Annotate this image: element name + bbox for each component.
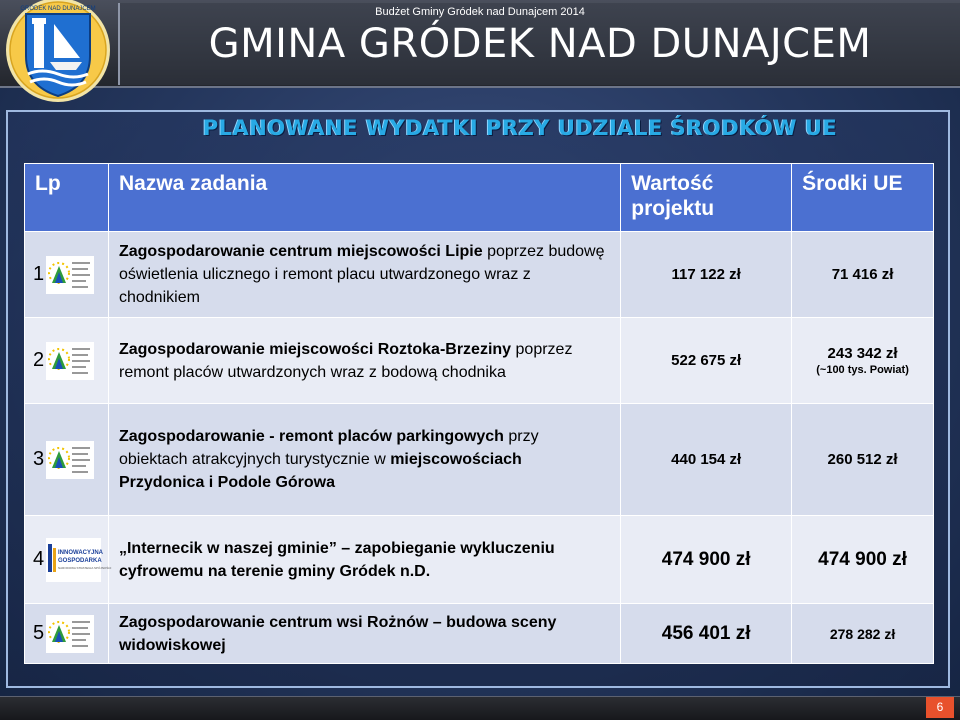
row-eu-funds: 243 342 zł <box>827 345 898 362</box>
table-row <box>25 604 934 664</box>
task-name-bold: Zagospodarowanie centrum wsi Rożnów – budowa sceny widowiskowej <box>118 613 557 654</box>
eu-prow-logo-icon <box>46 615 94 653</box>
table-row <box>25 404 934 516</box>
logo-text: GRÓDEK NAD DUNAJCEM <box>20 6 96 12</box>
row-lp-cell <box>25 318 109 404</box>
row-task-name <box>108 516 620 604</box>
innowacyjna-logo-text-2: GOSPODARKA <box>58 557 102 564</box>
innowacyjna-logo-text-3: NARODOWA STRATEGIA SPÓJNOŚCI <box>58 565 112 570</box>
header-eu-funds: Środki UE <box>792 164 934 232</box>
task-name-mid: przy obiektach atrakcyjnych turystycznie w <box>118 428 539 468</box>
task-name-bold: Zagospodarowanie miejscowości Roztoka-Brzeziny <box>118 340 512 358</box>
row-eu-funds: 278 282 zł <box>792 604 934 664</box>
row-lp-cell <box>25 232 109 318</box>
row-number: 4 <box>33 548 45 570</box>
innowacyjna-gospodarka-logo-icon <box>46 538 112 582</box>
page-title: GMINA GRÓDEK NAD DUNAJCEM <box>208 21 872 67</box>
row-eu-funds-cell <box>792 318 934 404</box>
footer-bar <box>0 696 960 720</box>
innowacyjna-logo-text-1: INNOWACYJNA <box>58 549 104 556</box>
row-eu-funds: 260 512 zł <box>792 404 934 516</box>
row-task-name <box>108 604 620 664</box>
row-eu-note: (~100 tys. Powiat) <box>816 364 909 376</box>
slide-subtitle: PLANOWANE WYDATKI PRZY UDZIALE ŚRODKÓW UE <box>202 116 838 140</box>
row-project-value: 117 122 zł <box>621 232 792 318</box>
task-name-bold: Zagospodarowanie - remont placów parkingowych <box>118 428 504 445</box>
row-task-name <box>108 404 620 516</box>
row-number: 1 <box>33 263 45 285</box>
table-header-row <box>25 164 934 232</box>
task-name-rest: poprzez budowę oświetlenia ulicznego i remont placu utwardzonego wraz z chodnikiem <box>118 243 605 306</box>
header-name: Nazwa zadania <box>108 164 620 232</box>
task-name-rest: poprzez remont placów utwardzonych wraz z bodową chodnika <box>118 340 573 381</box>
eu-prow-logo-icon <box>46 342 94 380</box>
table-row <box>25 318 934 404</box>
expenses-table <box>24 163 934 664</box>
footer-text: Budżet Gminy Gródek nad Dunajcem 2014 <box>375 6 585 18</box>
table-row <box>25 232 934 318</box>
table-row <box>25 516 934 604</box>
task-name-bold: „Internecik w naszej gminie” – zapobieganie wykluczeniu cyfrowemu na terenie gminy Gródek n.D. <box>118 539 555 580</box>
row-lp-cell <box>25 604 109 664</box>
row-number: 5 <box>33 622 45 644</box>
row-project-value: 440 154 zł <box>621 404 792 516</box>
row-number: 2 <box>33 349 45 371</box>
row-lp-cell <box>25 516 112 604</box>
row-project-value: 474 900 zł <box>621 516 792 604</box>
task-name-bold-2: miejscowościach Przydonica i Podole Górowa <box>118 451 522 491</box>
row-eu-funds: 474 900 zł <box>792 516 934 604</box>
page-number-badge: 6 <box>926 697 954 718</box>
header-lp: Lp <box>25 164 109 232</box>
row-task-name <box>108 318 620 404</box>
row-project-value: 522 675 zł <box>621 318 792 404</box>
task-name-bold: Zagospodarowanie centrum miejscowości Lipie <box>118 243 483 260</box>
header-value: Wartość projektu <box>621 164 792 232</box>
row-project-value: 456 401 zł <box>621 604 792 664</box>
eu-prow-logo-icon <box>46 441 94 479</box>
row-number: 3 <box>33 448 45 470</box>
eu-prow-logo-icon <box>46 256 94 294</box>
row-eu-funds: 71 416 zł <box>792 232 934 318</box>
row-lp-cell <box>25 404 109 516</box>
row-task-name <box>108 232 620 318</box>
